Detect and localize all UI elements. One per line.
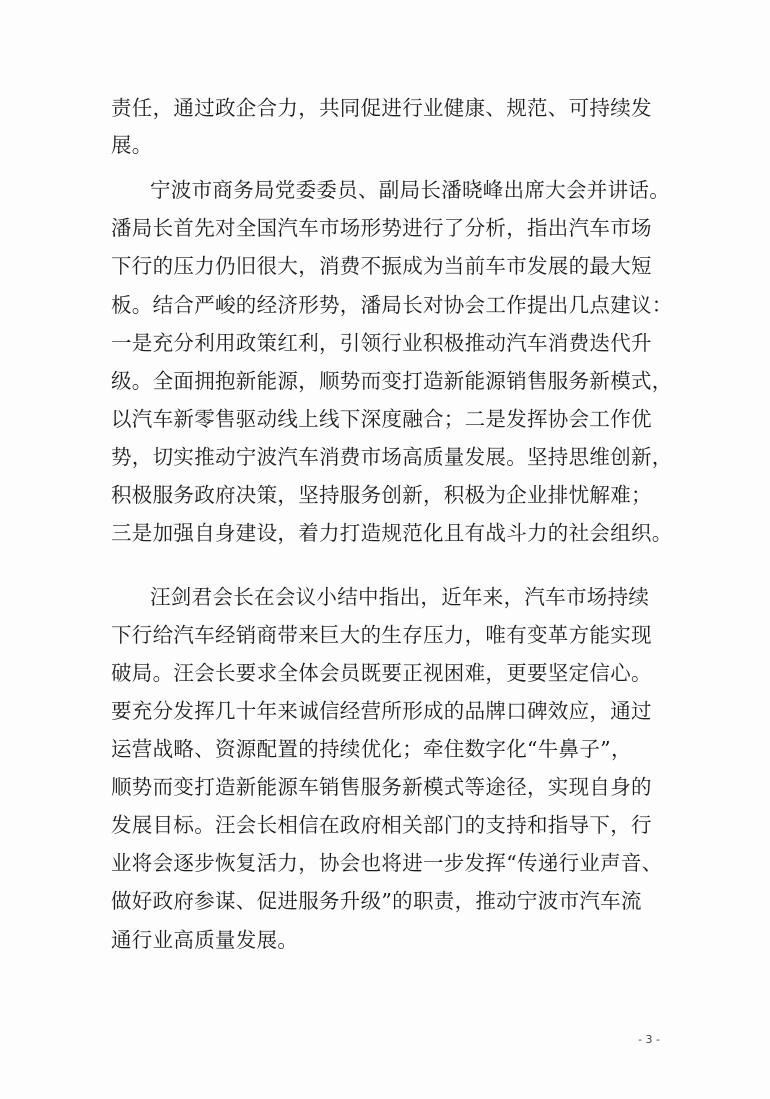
text-line: 运营战略、资源配置的持续优化；牵住数字化“牛鼻子”， [111,737,632,761]
text-line: 下行的压力仍旧很大，消费不振成为当前车市发展的最大短 [111,254,652,278]
page-number: - 3 - [638,1033,660,1046]
text-line: 责任，通过政企合力，共同促进行业健康、规范、可持续发 [111,96,652,120]
text-line: 下行给汽车经销商带来巨大的生存压力，唯有变革方能实现 [111,623,652,647]
text-line: 破局。汪会长要求全体会员既要正视困难，更要坚定信心。 [111,661,652,685]
paragraph-start-line: 宁波市商务局党委委员、副局长潘晓峰出席大会并讲话。 [150,178,670,202]
text-line: 级。全面拥抱新能源，顺势而变打造新能源销售服务新模式， [111,369,673,393]
text-line: 要充分发挥几十年来诚信经营所形成的品牌口碑效应，通过 [111,699,652,723]
text-line: 做好政府参谋、促进服务升级”的职责，推动宁波市汽车流 [111,889,642,913]
text-line: 展。 [111,133,153,157]
text-line: 势，切实推动宁波汽车消费市场高质量发展。坚持思维创新， [111,445,673,469]
text-line: 板。结合严峻的经济形势，潘局长对协会工作提出几点建议： [111,293,673,317]
text-line: 三是加强自身建设，着力打造规范化且有战斗力的社会组织。 [111,521,673,545]
text-line: 业将会逐步恢复活力，协会也将进一步发挥“传递行业声音、 [111,851,663,875]
paragraph-start-line: 汪剑君会长在会议小结中指出，近年来，汽车市场持续 [150,585,650,609]
text-line: 顺势而变打造新能源车销售服务新模式等途径，实现自身的 [111,775,652,799]
text-line: 通行业高质量发展。 [111,928,299,952]
text-line: 潘局长首先对全国汽车市场形势进行了分析，指出汽车市场 [111,216,652,240]
text-line: 一是充分利用政策红利，引领行业积极推动汽车消费迭代升 [111,331,652,355]
text-line: 以汽车新零售驱动线上线下深度融合；二是发挥协会工作优 [111,407,652,431]
text-line: 发展目标。汪会长相信在政府相关部门的支持和指导下，行 [111,813,652,837]
text-line: 积极服务政府决策，坚持服务创新，积极为企业排忧解难； [111,483,652,507]
